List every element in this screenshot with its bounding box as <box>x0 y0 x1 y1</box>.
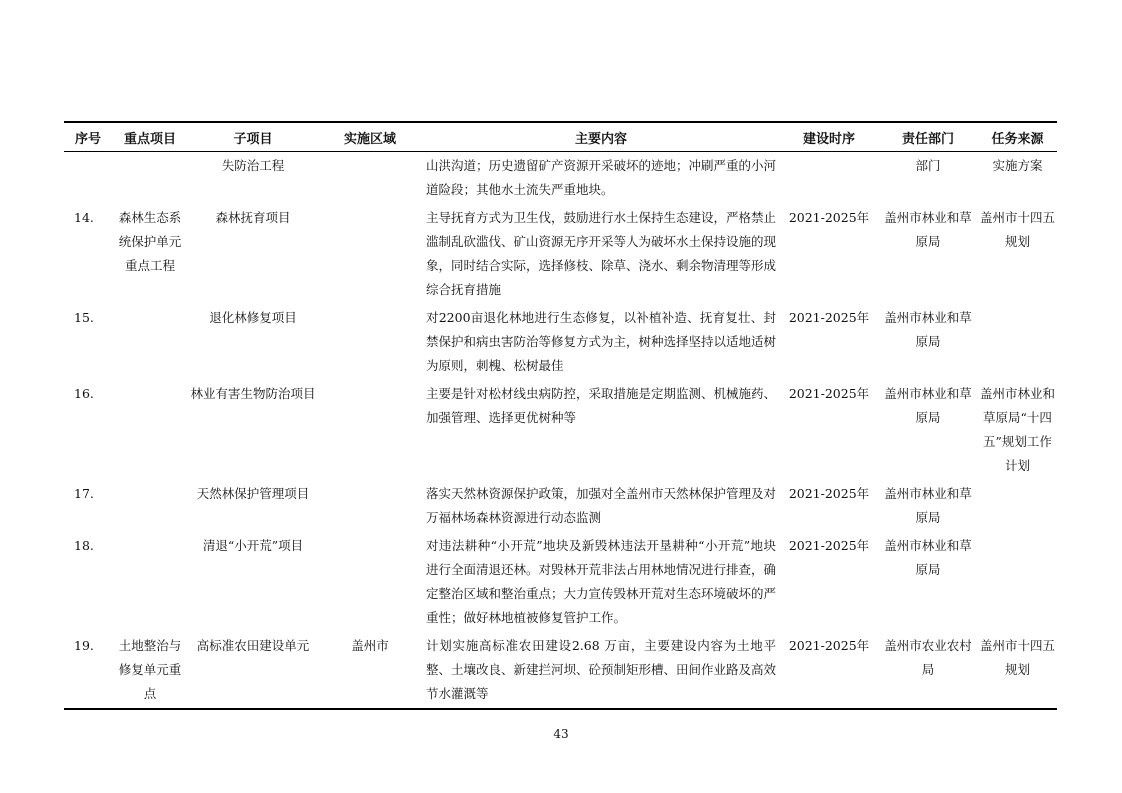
cell-project: 土地整治与修复单元重点 <box>118 638 182 701</box>
cell-area: 盖州市 <box>351 638 389 653</box>
table-row <box>64 532 1057 632</box>
cell-sub: 林业有害生物防治项目 <box>190 386 316 401</box>
cell-dept: 盖州市林业和草原局 <box>884 386 972 425</box>
table-row <box>64 480 1057 532</box>
cell-area <box>318 204 422 304</box>
cell-time: 2021-2025年 <box>788 386 870 401</box>
header-time: 建设时序 <box>802 131 855 147</box>
cell-project <box>112 480 188 532</box>
cell-content: 对2200亩退化林地进行生态修复，以补植补造、抚育复壮、封禁保护和病虫害防治等修复方式为主，树种选择坚持以适地适树为原则，刺槐、松树最佳 <box>426 310 777 373</box>
cell-sub: 天然林保护管理项目 <box>196 486 310 501</box>
cell-sub: 森林抚育项目 <box>215 210 291 225</box>
header-content: 主要内容 <box>574 131 627 147</box>
cell-content: 落实天然林资源保护政策，加强对全盖州市天然林保护管理及对万福林场森林资源进行动态监测 <box>426 486 777 525</box>
table-header-row <box>64 122 1057 152</box>
cell-project <box>112 152 188 205</box>
cell-source <box>978 304 1057 380</box>
cell-time <box>780 152 878 205</box>
cell-time: 2021-2025年 <box>788 638 870 653</box>
table-row <box>64 204 1057 304</box>
cell-time: 2021-2025年 <box>788 538 870 553</box>
cell-source <box>978 532 1057 632</box>
cell-source: 实施方案 <box>992 158 1043 173</box>
cell-num: 17. <box>74 486 94 501</box>
cell-project <box>112 304 188 380</box>
cell-dept: 盖州市林业和草原局 <box>884 538 972 577</box>
table-row <box>64 632 1057 709</box>
cell-dept: 盖州市林业和草原局 <box>884 486 972 525</box>
header-source: 任务来源 <box>991 131 1044 147</box>
cell-area <box>318 380 422 480</box>
cell-content: 山洪沟道；历史遗留矿产资源开采破坏的迹地；冲刷严重的小河道险段；其他水土流失严重地块。 <box>426 158 777 197</box>
cell-area <box>318 304 422 380</box>
cell-num: 16. <box>74 386 94 401</box>
cell-sub: 清退“小开荒”项目 <box>202 538 304 553</box>
cell-num: 14. <box>74 210 94 225</box>
header-dept: 责任部门 <box>901 131 954 147</box>
cell-source: 盖州市林业和草原局“十四五”规划工作计划 <box>980 386 1056 473</box>
cell-content: 对违法耕种“小开荒”地块及新毁林违法开垦耕种“小开荒”地块进行全面清退还林。对毁林开荒非法占用林地情况进行排查，确定整治区域和整治重点；大力宣传毁林开荒对生态环境破坏的严重性；做好林地植被修复管护工作。 <box>426 538 777 625</box>
cell-source <box>978 480 1057 532</box>
cell-source: 盖州市十四五规划 <box>980 210 1056 249</box>
cell-dept: 盖州市农业农村局 <box>884 638 972 677</box>
cell-project <box>112 380 188 480</box>
cell-time: 2021-2025年 <box>788 486 870 501</box>
cell-num: 18. <box>74 538 94 553</box>
cell-dept: 盖州市林业和草原局 <box>884 310 972 349</box>
cell-content: 主要是针对松材线虫病防控，采取措施是定期监测、机械施药、加强管理、选择更优树种等 <box>426 386 777 425</box>
cell-area <box>318 152 422 205</box>
table-row <box>64 380 1057 480</box>
header-sub: 子项目 <box>233 131 273 147</box>
cell-time: 2021-2025年 <box>788 210 870 225</box>
cell-sub: 退化林修复项目 <box>209 310 297 325</box>
header-area: 实施区域 <box>343 131 396 147</box>
cell-area <box>318 480 422 532</box>
project-table <box>64 121 1057 710</box>
header-num: 序号 <box>74 131 101 147</box>
cell-project: 森林生态系统保护单元重点工程 <box>118 210 182 273</box>
cell-num: 15. <box>74 310 94 325</box>
cell-area <box>318 532 422 632</box>
cell-source: 盖州市十四五规划 <box>980 638 1056 677</box>
cell-sub: 失防治工程 <box>221 158 285 173</box>
cell-sub: 高标准农田建设单元 <box>196 638 310 653</box>
page-number: 43 <box>553 727 569 741</box>
cell-content: 主导抚育方式为卫生伐，鼓励进行水土保持生态建设，严格禁止滥制乱砍滥伐、矿山资源无序开采等人为破坏水土保持设施的现象，同时结合实际，选择修枝、除草、浇水、剩余物清理等形成综合抚育措施 <box>426 210 777 297</box>
cell-dept: 部门 <box>915 158 941 173</box>
table-row <box>64 304 1057 380</box>
cell-num <box>64 152 112 205</box>
cell-project <box>112 532 188 632</box>
table-row <box>64 152 1057 205</box>
cell-time: 2021-2025年 <box>788 310 870 325</box>
cell-dept: 盖州市林业和草原局 <box>884 210 972 249</box>
header-project: 重点项目 <box>123 131 176 147</box>
cell-content: 计划实施高标准农田建设2.68 万亩，主要建设内容为土地平整、土壤改良、新建拦河坝、砼预制矩形槽、田间作业路及高效节水灌溉等 <box>426 638 777 701</box>
cell-num: 19. <box>74 638 94 653</box>
